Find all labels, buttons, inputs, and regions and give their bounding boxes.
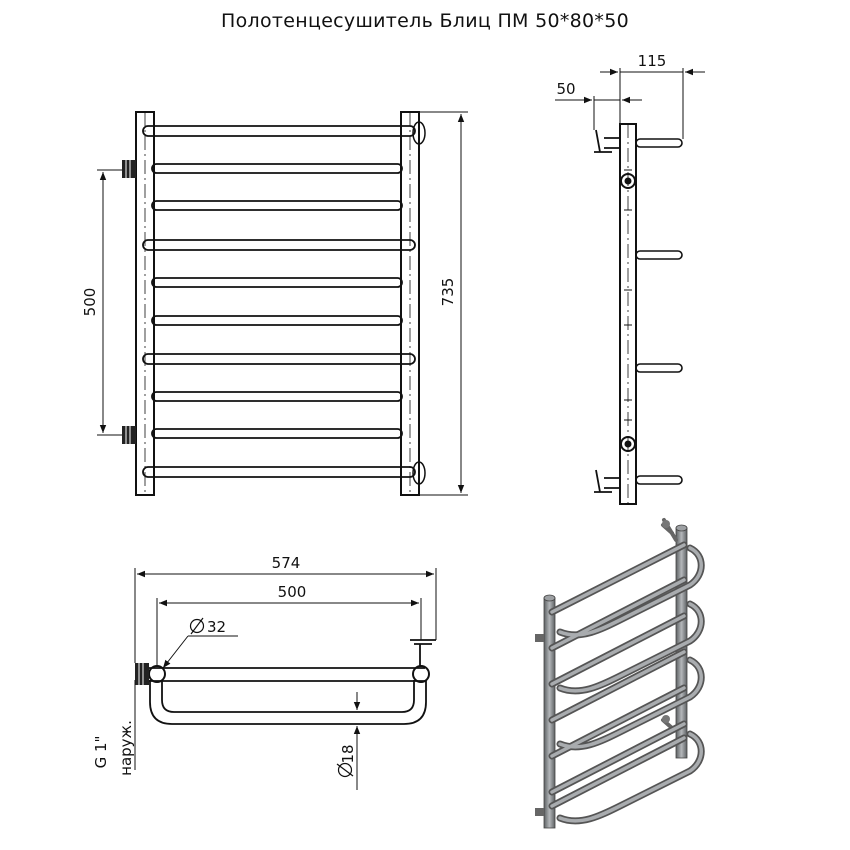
bottom-connector [122,426,136,444]
dim-total-height: 735 [439,277,457,307]
thread-size: G 1" [92,735,110,769]
side-view [555,52,705,504]
thread-type: наруж. [117,720,135,776]
dim-connection-width: 500 [277,583,307,601]
render-3d [535,520,701,828]
dim-total-width: 574 [271,554,301,572]
dim-pipe-diameter-main: 32 [207,618,227,636]
top-view [92,554,436,790]
drawing-title: Полотенцесушитель Блиц ПМ 50*80*50 [221,10,629,32]
dim-side-depth-total: 115 [637,52,667,70]
dim-side-depth-wall: 50 [556,80,576,98]
front-view [81,112,468,495]
front-rungs [143,126,415,477]
dim-connection-spacing: 500 [81,287,99,317]
top-connector [122,160,136,178]
dim-pipe-diameter-rung: 18 [339,744,357,764]
side-rungs [636,139,682,484]
